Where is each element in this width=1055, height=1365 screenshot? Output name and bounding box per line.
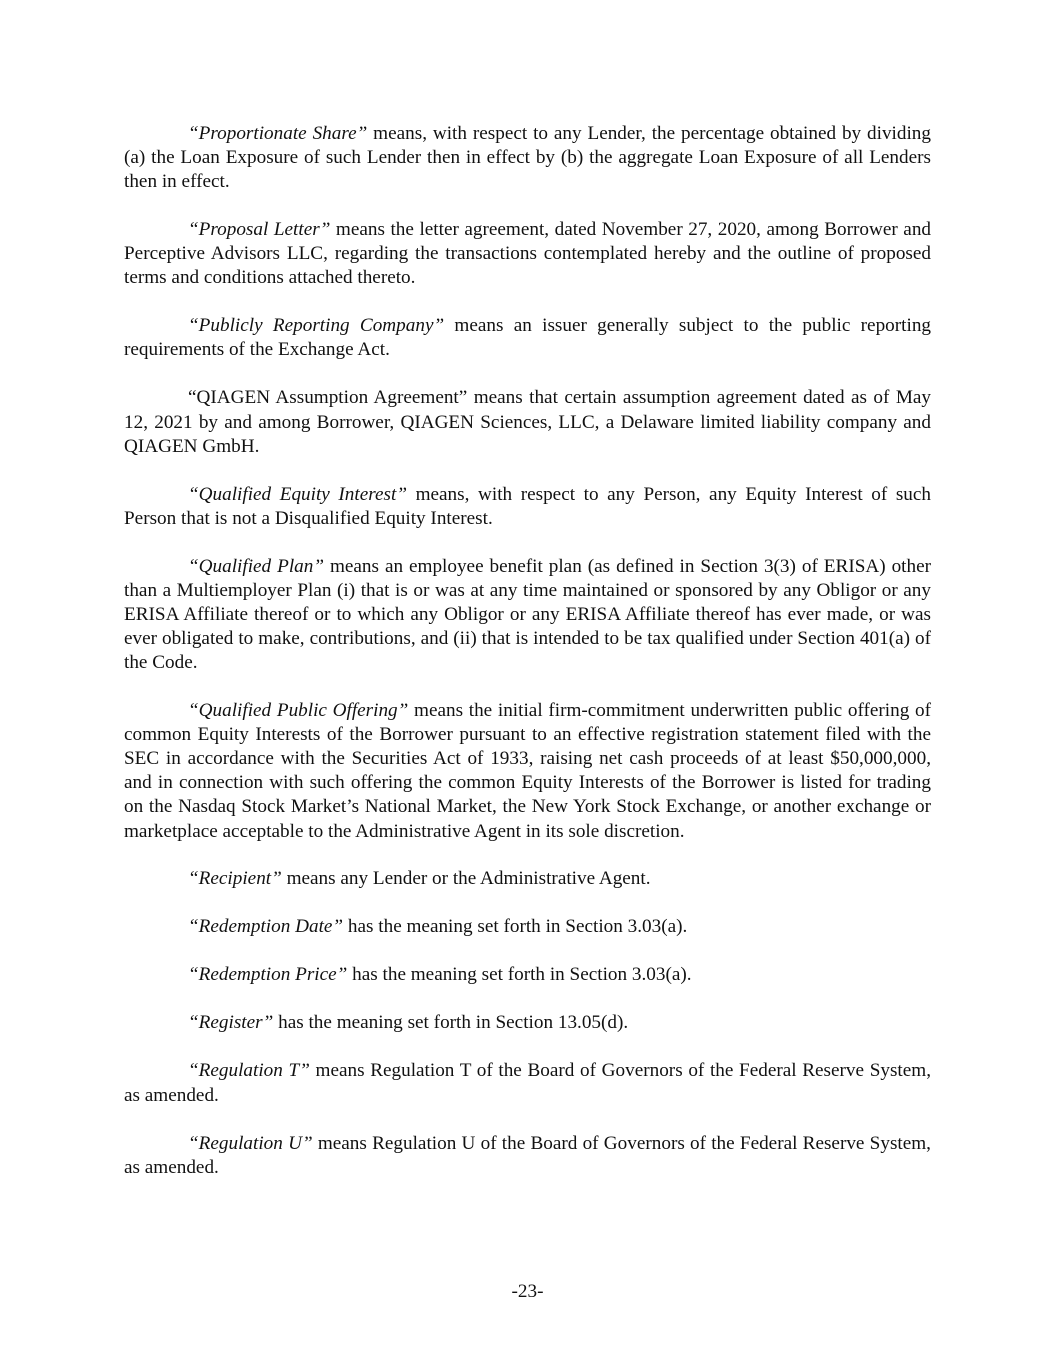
definition-term: “Proportionate Share” [188, 123, 368, 144]
definition-redemption-date [124, 915, 931, 939]
definition-proportionate-share [124, 122, 931, 194]
definition-qualified-plan [124, 555, 931, 675]
definition-body: means Regulation U of the Board of Governors of the Federal Reserve System, as amended. [124, 1132, 931, 1178]
definition-term: “Qualified Public Offering” [188, 700, 409, 722]
document-page [124, 122, 931, 1204]
definition-body: means an issuer generally subject to the public reporting requirements of the Exchange Act. [124, 315, 932, 361]
definition-body: has the meaning set forth in Section 13.05(d). [273, 1012, 629, 1034]
definition-body: means the initial firm-commitment underwritten public offering of common Equity Interests of the Borrower pursuant to an effective registration statement filed with the SEC in accordance with the Securities Act of 1933, raising net cash proceeds of at least $50,000,000, and in connection with such offering the common Equity Interests of the Borrower is listed for trading on the Nasdaq Stock Market’s National Market, the New York Stock Exchange, or another exchange or marketplace acceptable to the Administrative Agent in its sole discretion. [124, 700, 931, 842]
definition-body: means that certain assumption agreement dated as of May 12, 2021 by and among Borrower, QIAGEN Sciences, LLC, a Delaware limited liability company and QIAGEN GmbH. [124, 387, 931, 457]
definition-body: has the meaning set forth in Section 3.03(a). [347, 964, 692, 986]
definition-body: means, with respect to any Lender, the percentage obtained by dividing (a) the Loan Exposure of such Lender then in effect by (b) the aggregate Loan Exposure of all Lenders then in effect. [124, 123, 931, 193]
definition-term: “QIAGEN Assumption Agreement” [188, 387, 468, 409]
definition-term: “Proposal Letter” [188, 219, 331, 241]
definition-proposal-letter [124, 218, 931, 290]
definition-body: means any Lender or the Administrative Agent. [281, 868, 651, 890]
definition-term: “Publicly Reporting Company” [188, 315, 445, 337]
definition-register [124, 1011, 931, 1035]
definition-term: “Regulation T” [188, 1060, 310, 1082]
definition-body: means an employee benefit plan (as defined in Section 3(3) of ERISA) other than a Multiemployer Plan (i) that is or was at any time maintained or sponsored by any Obligor or any ERISA Affiliate thereof or to which any Obligor or any ERISA Affiliate thereof has ever made, or was ever obligated to make, contributions, and (ii) that is intended to be tax qualified under Section 401(a) of the Code. [124, 555, 931, 674]
definition-recipient [124, 867, 931, 891]
definition-term: “Qualified Plan” [188, 555, 325, 577]
definition-term: “Redemption Date” [188, 916, 344, 938]
definition-regulation-t [124, 1059, 931, 1107]
definition-term: “Regulation U” [188, 1132, 313, 1154]
definition-publicly-reporting-company [124, 314, 931, 362]
definition-qualified-equity-interest [124, 483, 931, 531]
definition-body: has the meaning set forth in Section 3.03(a). [343, 916, 688, 938]
definition-body: means the letter agreement, dated November 27, 2020, among Borrower and Perceptive Advisors LLC, regarding the transactions contemplated hereby and the outline of proposed terms and conditions attached thereto. [124, 219, 932, 289]
definition-qualified-public-offering [124, 699, 931, 844]
definition-regulation-u [124, 1132, 931, 1180]
definition-body: means, with respect to any Person, any Equity Interest of such Person that is not a Disqualified Equity Interest. [124, 483, 931, 529]
definition-body: means Regulation T of the Board of Governors of the Federal Reserve System, as amended. [124, 1060, 931, 1106]
definition-term: “Register” [188, 1012, 274, 1034]
definition-qiagen-assumption-agreement [124, 386, 931, 458]
definition-redemption-price [124, 963, 931, 987]
definition-term: “Qualified Equity Interest” [188, 483, 407, 505]
definition-term: “Redemption Price” [188, 964, 348, 986]
definition-term: “Recipient” [188, 868, 282, 890]
page-number: -23- [511, 1281, 544, 1302]
